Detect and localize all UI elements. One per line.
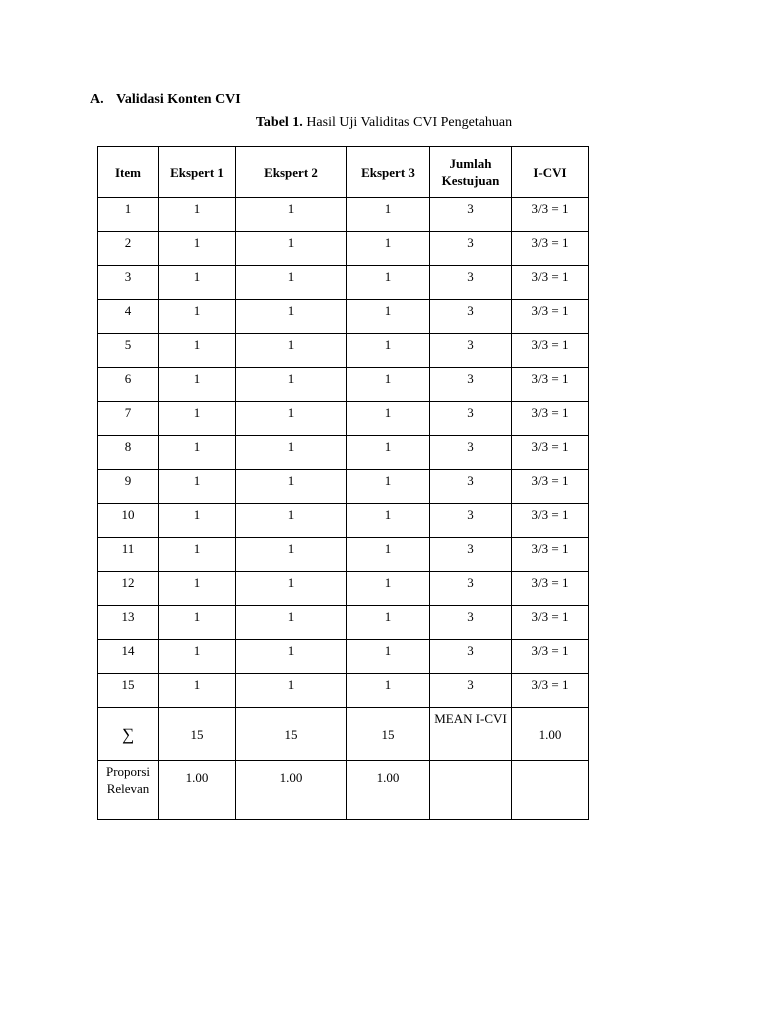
cell-jumlah: 3 [430,538,512,572]
cell-ekspert-1: 1 [159,368,236,402]
caption-label: Tabel 1. [255,115,303,130]
cell-i-cvi: 3/3 = 1 [512,300,589,334]
cell-ekspert-1: 1 [159,436,236,470]
cell-ekspert-1: 1 [159,334,236,368]
cell-ekspert-3: 1 [347,368,430,402]
header-ekspert-2: Ekspert 2 [236,147,347,198]
cell-jumlah: 3 [430,606,512,640]
cell-ekspert-3: 1 [347,538,430,572]
cell-item: 11 [98,538,159,572]
cell-ekspert-3: 1 [347,402,430,436]
cell-jumlah: 3 [430,504,512,538]
cell-ekspert-2: 1 [236,436,347,470]
cell-ekspert-2: 1 [236,572,347,606]
cell-ekspert-3: 1 [347,640,430,674]
cell-ekspert-2: 1 [236,606,347,640]
cell-ekspert-1: 1 [159,470,236,504]
cell-ekspert-1: 1 [159,232,236,266]
section-heading [90,92,241,108]
cell-ekspert-3: 1 [347,232,430,266]
section-title: Validasi Konten CVI [116,92,241,107]
cell-i-cvi: 3/3 = 1 [512,572,589,606]
cell-item: 15 [98,674,159,708]
cell-i-cvi: 3/3 = 1 [512,674,589,708]
cell-i-cvi: 3/3 = 1 [512,538,589,572]
cell-item: 4 [98,300,159,334]
cell-ekspert-1: 1 [159,300,236,334]
proportion-label: Proporsi Relevan [98,761,159,820]
table-row [98,674,589,708]
cell-i-cvi: 3/3 = 1 [512,232,589,266]
sum-ekspert-3: 15 [347,708,430,761]
cell-jumlah: 3 [430,266,512,300]
cell-i-cvi: 3/3 = 1 [512,198,589,232]
cell-item: 6 [98,368,159,402]
cell-i-cvi: 3/3 = 1 [512,504,589,538]
cell-i-cvi: 3/3 = 1 [512,470,589,504]
cell-ekspert-2: 1 [236,232,347,266]
section-letter: A. [90,92,104,107]
cell-ekspert-1: 1 [159,266,236,300]
header-ekspert-3: Ekspert 3 [347,147,430,198]
cell-ekspert-3: 1 [347,606,430,640]
table-row [98,334,589,368]
cell-ekspert-3: 1 [347,470,430,504]
table-row [98,436,589,470]
table-row [98,300,589,334]
cell-jumlah: 3 [430,674,512,708]
cell-ekspert-2: 1 [236,470,347,504]
cvi-table [97,146,589,820]
proportion-i-cvi [512,761,589,820]
cell-ekspert-1: 1 [159,504,236,538]
header-jumlah-kestujuan: Jumlah Kestujuan [430,147,512,198]
table-body [98,198,589,820]
cell-ekspert-2: 1 [236,266,347,300]
table-row [98,232,589,266]
cell-item: 10 [98,504,159,538]
cell-jumlah: 3 [430,402,512,436]
cell-i-cvi: 3/3 = 1 [512,266,589,300]
header-i-cvi: I-CVI [512,147,589,198]
cell-item: 8 [98,436,159,470]
proportion-ekspert-2: 1.00 [236,761,347,820]
cell-ekspert-2: 1 [236,334,347,368]
cell-ekspert-2: 1 [236,402,347,436]
cell-i-cvi: 3/3 = 1 [512,402,589,436]
table-row [98,402,589,436]
cell-ekspert-2: 1 [236,300,347,334]
cell-ekspert-3: 1 [347,300,430,334]
cell-jumlah: 3 [430,640,512,674]
cell-ekspert-1: 1 [159,606,236,640]
cell-jumlah: 3 [430,470,512,504]
cell-jumlah: 3 [430,334,512,368]
cell-ekspert-3: 1 [347,504,430,538]
cell-ekspert-3: 1 [347,436,430,470]
cell-ekspert-2: 1 [236,198,347,232]
table-row [98,606,589,640]
cell-item: 13 [98,606,159,640]
cell-i-cvi: 3/3 = 1 [512,368,589,402]
sum-ekspert-1: 15 [159,708,236,761]
cell-ekspert-3: 1 [347,572,430,606]
cell-ekspert-1: 1 [159,402,236,436]
cell-item: 3 [98,266,159,300]
mean-i-cvi-label: MEAN I-CVI [430,708,512,761]
header-ekspert-1: Ekspert 1 [159,147,236,198]
cell-item: 2 [98,232,159,266]
cell-ekspert-3: 1 [347,266,430,300]
table-row [98,538,589,572]
cell-ekspert-1: 1 [159,538,236,572]
cell-ekspert-2: 1 [236,538,347,572]
cell-ekspert-3: 1 [347,334,430,368]
table-row [98,198,589,232]
cell-ekspert-1: 1 [159,198,236,232]
cell-item: 7 [98,402,159,436]
caption-text: Hasil Uji Validitas CVI Pengetahuan [302,115,513,130]
table-row [98,470,589,504]
table-row [98,640,589,674]
cell-ekspert-3: 1 [347,674,430,708]
cell-jumlah: 3 [430,572,512,606]
table-row [98,266,589,300]
cell-ekspert-1: 1 [159,572,236,606]
cell-jumlah: 3 [430,198,512,232]
proportion-jumlah [430,761,512,820]
cell-jumlah: 3 [430,436,512,470]
cell-jumlah: 3 [430,232,512,266]
table-caption [0,115,768,131]
sum-row [98,708,589,761]
cell-ekspert-1: 1 [159,674,236,708]
cell-ekspert-2: 1 [236,674,347,708]
cell-i-cvi: 3/3 = 1 [512,334,589,368]
table-row [98,572,589,606]
cell-i-cvi: 3/3 = 1 [512,436,589,470]
cell-ekspert-3: 1 [347,198,430,232]
cell-i-cvi: 3/3 = 1 [512,606,589,640]
cell-item: 5 [98,334,159,368]
table-row [98,368,589,402]
table-header-row [98,147,589,198]
cell-item: 12 [98,572,159,606]
cell-item: 1 [98,198,159,232]
sum-symbol: ∑ [98,708,159,761]
cell-ekspert-1: 1 [159,640,236,674]
proportion-ekspert-1: 1.00 [159,761,236,820]
cell-item: 14 [98,640,159,674]
cell-ekspert-2: 1 [236,504,347,538]
header-item: Item [98,147,159,198]
cell-jumlah: 3 [430,368,512,402]
mean-i-cvi-value: 1.00 [512,708,589,761]
cell-ekspert-2: 1 [236,368,347,402]
proportion-row [98,761,589,820]
cell-jumlah: 3 [430,300,512,334]
cell-item: 9 [98,470,159,504]
cell-i-cvi: 3/3 = 1 [512,640,589,674]
sum-ekspert-2: 15 [236,708,347,761]
cell-ekspert-2: 1 [236,640,347,674]
proportion-ekspert-3: 1.00 [347,761,430,820]
table-row [98,504,589,538]
